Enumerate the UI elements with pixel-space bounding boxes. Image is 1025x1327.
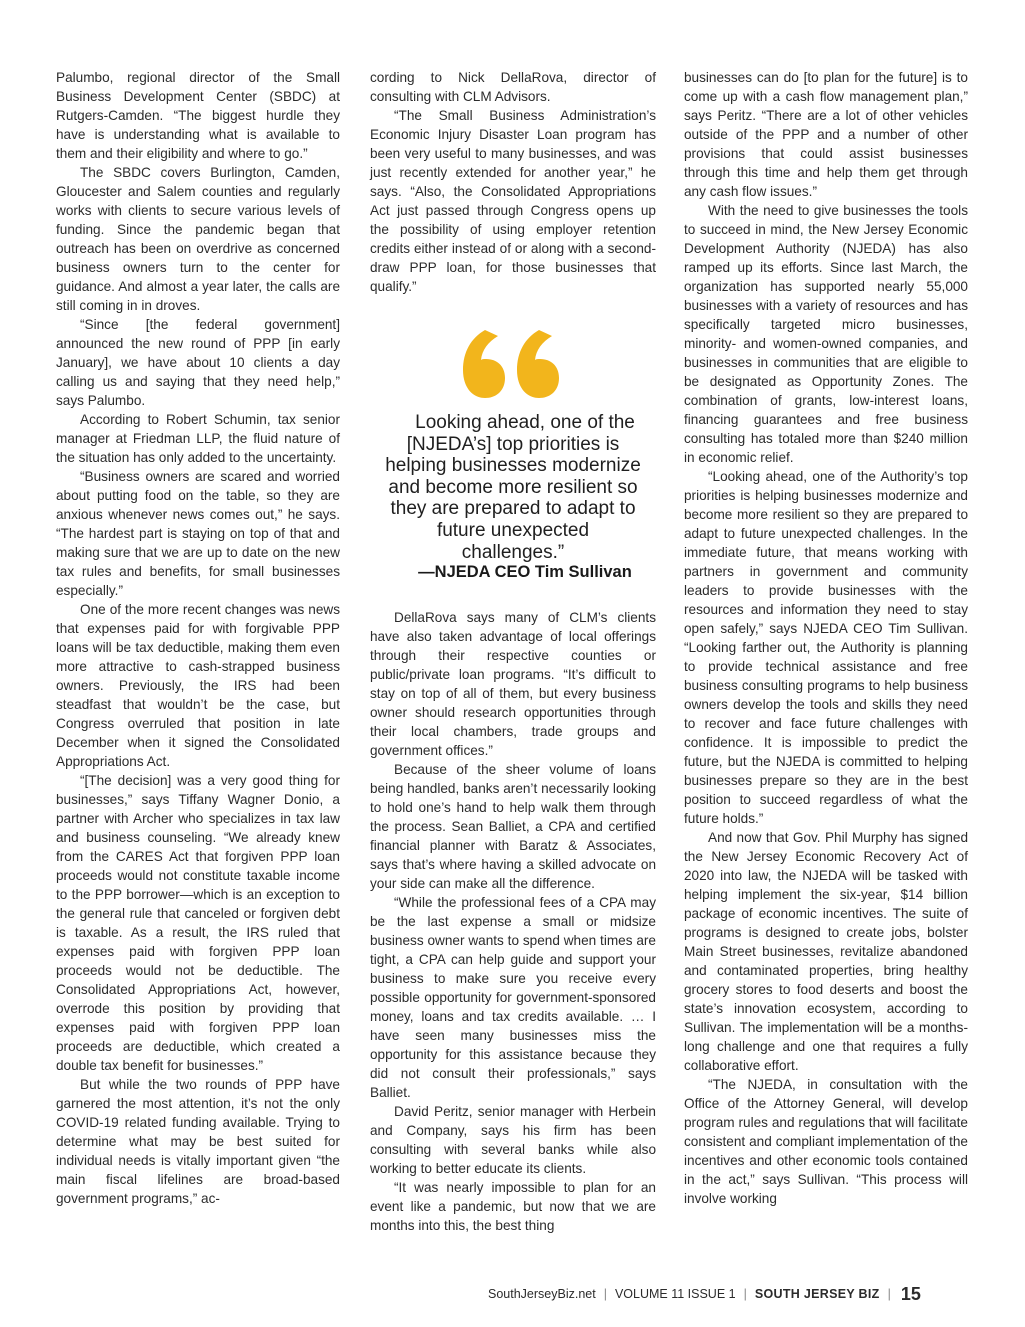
article-paragraph: “[The decision] was a very good thing for businesses,” says Tiffany Wagner Donio, a partner with Archer who specializes in tax law and business counseling. “We already knew from the CARES Act that forgiven PPP loan proceeds would not constitute taxable income to the PPP borrower—which is an exception to the general rule that canceled or forgiven debt is taxable. As a result, the IRS ruled that expenses paid with forgiven PPP loan proceeds would not be deductible. The Consolidated Appropriations Act, however, overrode this position by providing that expenses paid with forgiven PPP loan proceeds are deductible, which created a double tax benefit for businesses.” [56, 773, 340, 1073]
footer-website: SouthJerseyBiz.net [488, 1287, 596, 1301]
pull-quote-attribution: —NJEDA CEO Tim Sullivan [418, 563, 632, 582]
column-1-paragraphs [56, 68, 340, 1208]
article-paragraph: “The NJEDA, in consultation with the Office of the Attorney General, will develop program rules and regulations that will facilitate consistent and compliant implementation of the incentives and other economic tools contained in the act,” says Sullivan. “This process will involve working [684, 1077, 968, 1206]
article-paragraph: But while the two rounds of PPP have garnered the most attention, it’s not the only COVID-19 related funding available. Trying to determine what may be best suited for individual needs is vitally important given “the main fiscal lifelines are broad-based government programs,” ac- [56, 1077, 340, 1206]
article-paragraph: With the need to give businesses the tools to succeed in mind, the New Jersey Economic Development Authority (NJEDA) has also ramped up its efforts. Since last March, the organization has supported nearly 55,000 businesses with a variety of resources and has specifically targeted micro businesses, minority- and women-owned companies, and businesses in communities that are eligible to be designated as Opportunity Zones. The combination of grants, low-interest loans, financing guarantees and free business consulting has totaled more than $240 million in economic relief. [684, 203, 968, 465]
article-paragraph: “It was nearly impossible to plan for an event like a pandemic, but now that we are months into this, the best thing [370, 1180, 656, 1234]
article-paragraph: cording to Nick DellaRova, director of consulting with CLM Advisors. [370, 70, 656, 104]
pull-quote-text: Looking ahead, one of the [NJEDA’s] top priorities is helping businesses modernize and become more resilient so they are prepared to adapt to future unexpected challenges.” [385, 412, 641, 563]
article-column-3 [684, 68, 968, 1208]
page-footer [488, 1283, 921, 1305]
article-paragraph: “Since [the federal government] announced the new round of PPP [in early January], we have about 10 clients a day calling us and saying that they need help,” says Palumbo. [56, 317, 340, 408]
article-paragraph: “The Small Business Administration’s Economic Injury Disaster Loan program has been very useful to many businesses, and was just recently extended for another year,” he says. “Also, the Consolidated Appropriations Act just passed through Congress opens up the possibility of using employer retention credits either instead of or along with a second-draw PPP loan, for those businesses that qualify.” [370, 108, 656, 294]
article-paragraph: Palumbo, regional director of the Small Business Development Center (SBDC) at Rutgers-Camden. “The biggest hurdle they have is understanding what is available to them and their eligibility and where to go.” [56, 70, 340, 161]
article-paragraph: businesses can do [to plan for the future] is to come up with a cash flow management plan,” says Peritz. “There are a lot of other vehicles outside of the PPP and a number of other provisions that could assist businesses through this time and help them get through any cash flow issues.” [684, 70, 968, 199]
article-paragraph: One of the more recent changes was news that expenses paid for with forgivable PPP loans will be tax deductible, making them even more attractive to cash-strapped business owners. Previously, the IRS had been steadfast that wouldn’t be the case, but Congress overruled that position in late December when it signed the Consolidated Appropriations Act. [56, 602, 340, 769]
column-3-paragraphs [684, 68, 968, 1208]
article-paragraph: “While the professional fees of a CPA may be the last expense a small or midsize business owner wants to spend when times are tight, a CPA can help guide and support your business to make sure you receive every possible opportunity for government-sponsored money, loans and tax credits available. … I have seen many businesses miss the opportunity for this assistance because they did not consult their professionals,” says Balliet. [370, 895, 656, 1101]
article-paragraph: “Business owners are scared and worried about putting food on the table, so they are anxious whenever news comes out,” he says. “The hardest part is staying on top of that and making sure that we are up to date on the new tax rules and benefits, for small businesses especially.” [56, 469, 340, 598]
page-number: 15 [900, 1283, 921, 1304]
article-paragraph: According to Robert Schumin, tax senior manager at Friedman LLP, the fluid nature of the situation has only added to the uncertainty. [56, 412, 340, 465]
footer-separator: | [603, 1287, 607, 1301]
article-paragraph: Because of the sheer volume of loans being handled, banks aren’t necessarily looking to hold one’s hand to help walk them through the process. Sean Balliet, a CPA and certified financial planner with Baratz & Associates, says that’s where having a skilled advocate on your side can make all the difference. [370, 762, 656, 892]
footer-separator: | [743, 1287, 747, 1301]
article-paragraph: “Looking ahead, one of the Authority’s top priorities is helping businesses modernize and become more resilient so they are prepared to adapt to future unexpected challenges. In the immediate future, that means working with partners in government and community leaders to provide businesses with the resources and information they need to stay open safely,” says NJEDA CEO Tim Sullivan. “Looking farther out, the Authority is planning to provide technical assistance and free business consulting programs to help business owners develop the tools and skills they need to recover and face future challenges with confidence. It is impossible to predict the future, but the NJEDA is committed to helping businesses prepare so they are in the best position to succeed regardless of what the future holds.” [684, 469, 968, 826]
quotation-marks-icon [463, 328, 563, 400]
column-2-top-paragraphs [370, 68, 656, 296]
article-column-2 [370, 68, 656, 1235]
article-column-1 [56, 68, 340, 1208]
column-2-bottom-paragraphs [370, 608, 656, 1235]
footer-issue: VOLUME 11 ISSUE 1 [614, 1287, 736, 1301]
footer-publication: SOUTH JERSEY BIZ [754, 1287, 880, 1301]
pull-quote [370, 328, 656, 582]
footer-separator: | [887, 1287, 891, 1301]
article-paragraph: The SBDC covers Burlington, Camden, Gloucester and Salem counties and regularly works with clients to secure various levels of funding. Since the pandemic began that outreach has been on overdrive as concerned business owners turn to the center for guidance. And almost a year later, the calls are still coming in in droves. [56, 165, 340, 313]
article-paragraph: DellaRova says many of CLM’s clients have also taken advantage of local offerings through their respective counties or public/private loan programs. “It’s difficult to stay on top of all of them, but every business owner should research opportunities through their local chambers, trade groups and government offices.” [370, 610, 656, 759]
article-paragraph: David Peritz, senior manager with Herbein and Company, says his firm has been consulting with several banks while also working to better educate its clients. [370, 1104, 656, 1177]
article-paragraph: And now that Gov. Phil Murphy has signed the New Jersey Economic Recovery Act of 2020 into law, the NJEDA will be tasked with helping implement the six-year, $14 billion package of economic incentives. The suite of programs is designed to create jobs, bolster Main Street businesses, revitalize abandoned and contaminated properties, bring healthy grocery stores to food deserts and boost the state’s innovation ecosystem, according to Sullivan. The implementation will be a months-long challenge and one that requires a fully collaborative effort. [684, 830, 968, 1073]
